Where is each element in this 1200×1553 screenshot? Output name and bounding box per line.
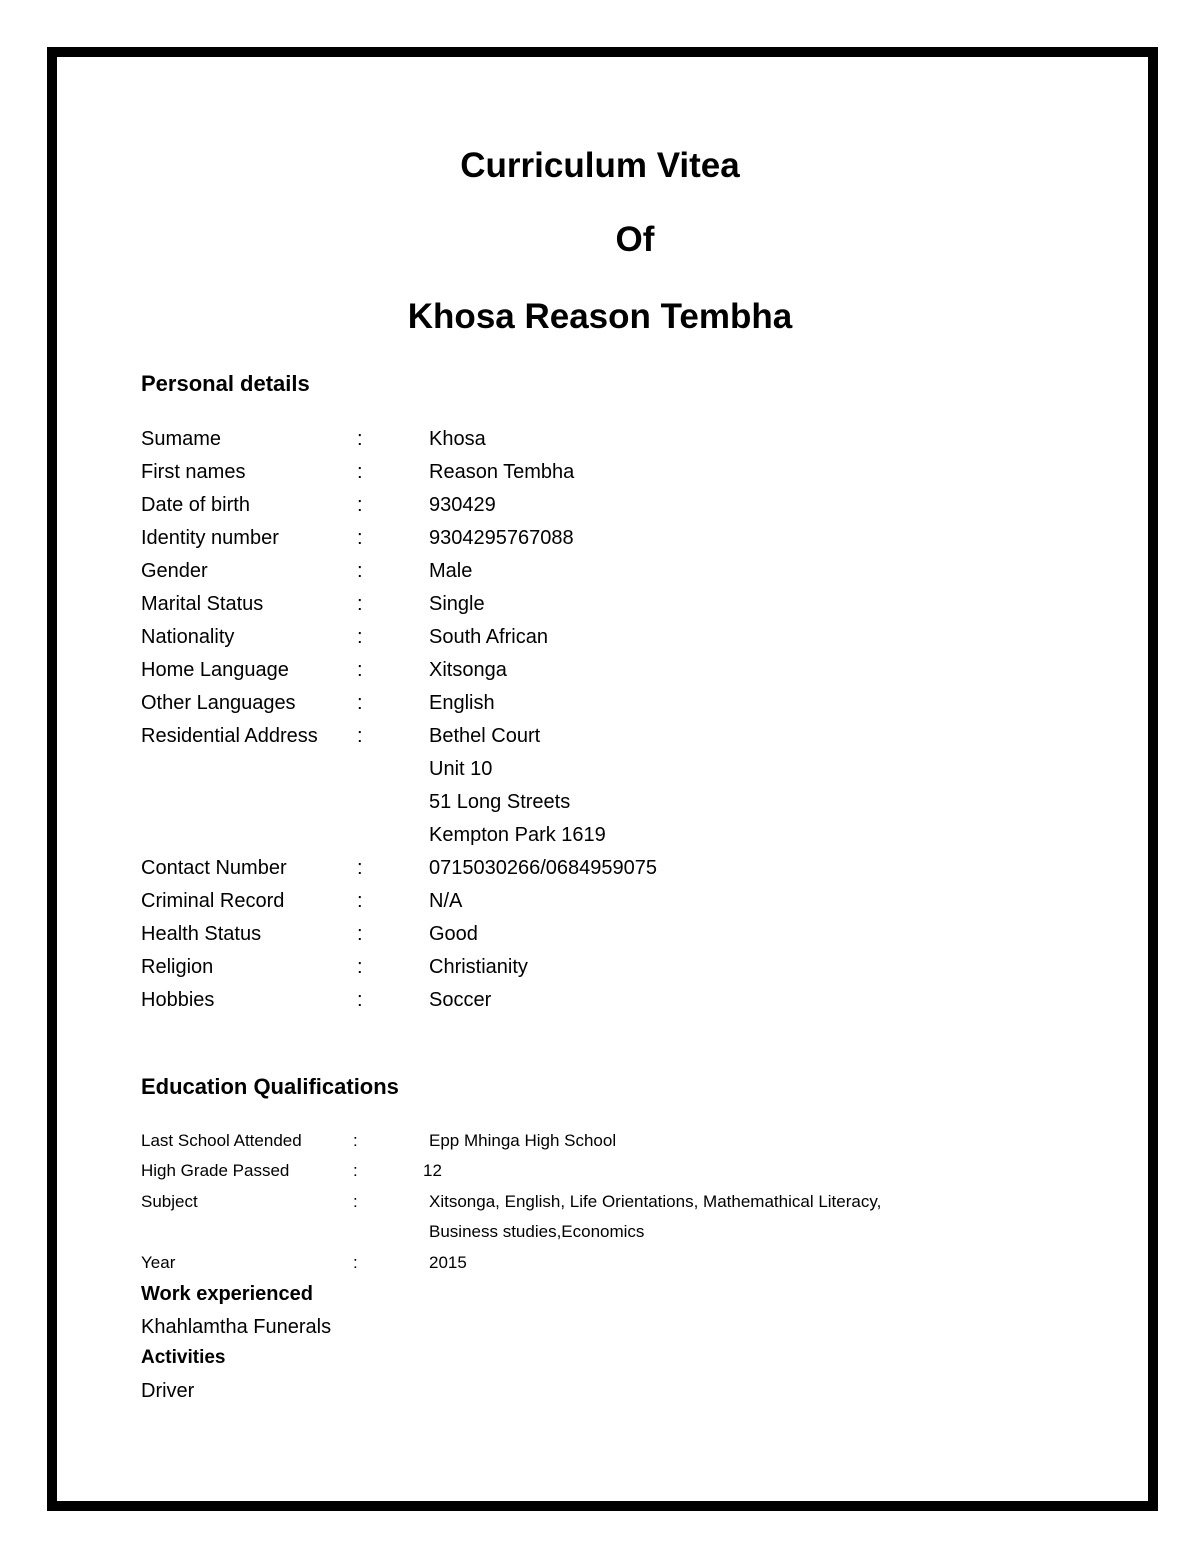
row-label: Date of birth	[141, 494, 250, 516]
education-heading: Education Qualifications	[141, 1074, 399, 1099]
personal-row	[141, 920, 1041, 948]
personal-row	[141, 953, 1041, 981]
row-separator: :	[357, 527, 363, 549]
row-separator: :	[353, 1131, 358, 1150]
row-label: Sumame	[141, 428, 222, 450]
row-label: Identity number	[141, 527, 279, 549]
row-value: 9304295767088	[429, 527, 574, 549]
row-value: South African	[429, 626, 548, 648]
row-separator: :	[353, 1192, 358, 1211]
work-employer: Khahlamtha Funerals	[141, 1316, 332, 1338]
row-label: Criminal Record	[141, 890, 285, 912]
address-line	[141, 821, 1041, 849]
personal-row	[141, 986, 1041, 1014]
personal-row	[141, 524, 1041, 552]
row-separator: :	[357, 989, 363, 1011]
document-title-of: Of	[615, 220, 655, 259]
row-separator: :	[357, 956, 363, 978]
row-value: Soccer	[429, 989, 492, 1011]
row-value-continued: Business studies,Economics	[429, 1222, 645, 1241]
row-label: Contact Number	[141, 857, 287, 879]
row-separator: :	[357, 494, 363, 516]
row-label: Subject	[141, 1192, 198, 1211]
row-label: Health Status	[141, 923, 262, 945]
personal-row	[141, 656, 1041, 684]
row-value: 2015	[429, 1253, 467, 1272]
personal-row	[141, 557, 1041, 585]
document-title: Curriculum Vitea	[460, 146, 740, 185]
row-value: Epp Mhinga High School	[429, 1131, 617, 1150]
row-label: High Grade Passed	[141, 1161, 290, 1180]
personal-row	[141, 491, 1041, 519]
address-line-value: Kempton Park 1619	[429, 824, 606, 846]
row-value: Christianity	[429, 956, 528, 978]
row-separator: :	[357, 560, 363, 582]
row-separator: :	[353, 1161, 358, 1180]
row-value: 12	[423, 1161, 442, 1180]
address-line-value: 51 Long Streets	[429, 791, 571, 813]
row-separator: :	[357, 857, 363, 879]
row-separator: :	[357, 923, 363, 945]
row-value: 0715030266/0684959075	[429, 857, 658, 879]
row-separator: :	[357, 461, 363, 483]
personal-row	[141, 425, 1041, 453]
address-line	[141, 788, 1041, 816]
row-value: 930429	[429, 494, 496, 516]
row-separator: :	[357, 593, 363, 615]
personal-row	[141, 854, 1041, 882]
row-label: Residential Address	[141, 725, 318, 747]
row-label: Hobbies	[141, 989, 215, 1011]
personal-row	[141, 623, 1041, 651]
row-label: Religion	[141, 956, 214, 978]
row-label: Last School Attended	[141, 1131, 302, 1150]
row-value: N/A	[429, 890, 463, 912]
row-separator: :	[357, 659, 363, 681]
row-label: Home Language	[141, 659, 289, 681]
row-value: Xitsonga, English, Life Orientations, Mathemathical Literacy,	[429, 1192, 882, 1211]
row-separator: :	[357, 890, 363, 912]
personal-row	[141, 590, 1041, 618]
row-label: Gender	[141, 560, 208, 582]
personal-details-heading: Personal details	[141, 371, 310, 396]
row-value: Good	[429, 923, 478, 945]
row-separator: :	[357, 692, 363, 714]
row-label: First names	[141, 461, 246, 483]
activity-item: Driver	[141, 1380, 195, 1402]
personal-row	[141, 887, 1041, 915]
address-line-value: Unit 10	[429, 758, 493, 780]
row-label: Year	[141, 1253, 176, 1272]
row-value: Khosa	[429, 428, 486, 450]
row-separator: :	[357, 428, 363, 450]
row-value: Reason Tembha	[429, 461, 575, 483]
row-separator: :	[353, 1253, 358, 1272]
row-label: Nationality	[141, 626, 235, 648]
document-title-name: Khosa Reason Tembha	[407, 297, 793, 336]
personal-row	[141, 458, 1041, 486]
row-label: Other Languages	[141, 692, 296, 714]
row-separator: :	[357, 725, 363, 747]
row-value: Male	[429, 560, 473, 582]
row-value: Single	[429, 593, 485, 615]
row-value: Xitsonga	[429, 659, 507, 681]
activities-heading: Activities	[141, 1347, 226, 1368]
address-line	[141, 755, 1041, 783]
row-label: Marital Status	[141, 593, 264, 615]
row-separator: :	[357, 626, 363, 648]
work-heading: Work experienced	[141, 1283, 313, 1305]
personal-row	[141, 689, 1041, 717]
row-value: Bethel Court	[429, 725, 541, 747]
row-value: English	[429, 692, 495, 714]
personal-row	[141, 722, 1041, 750]
